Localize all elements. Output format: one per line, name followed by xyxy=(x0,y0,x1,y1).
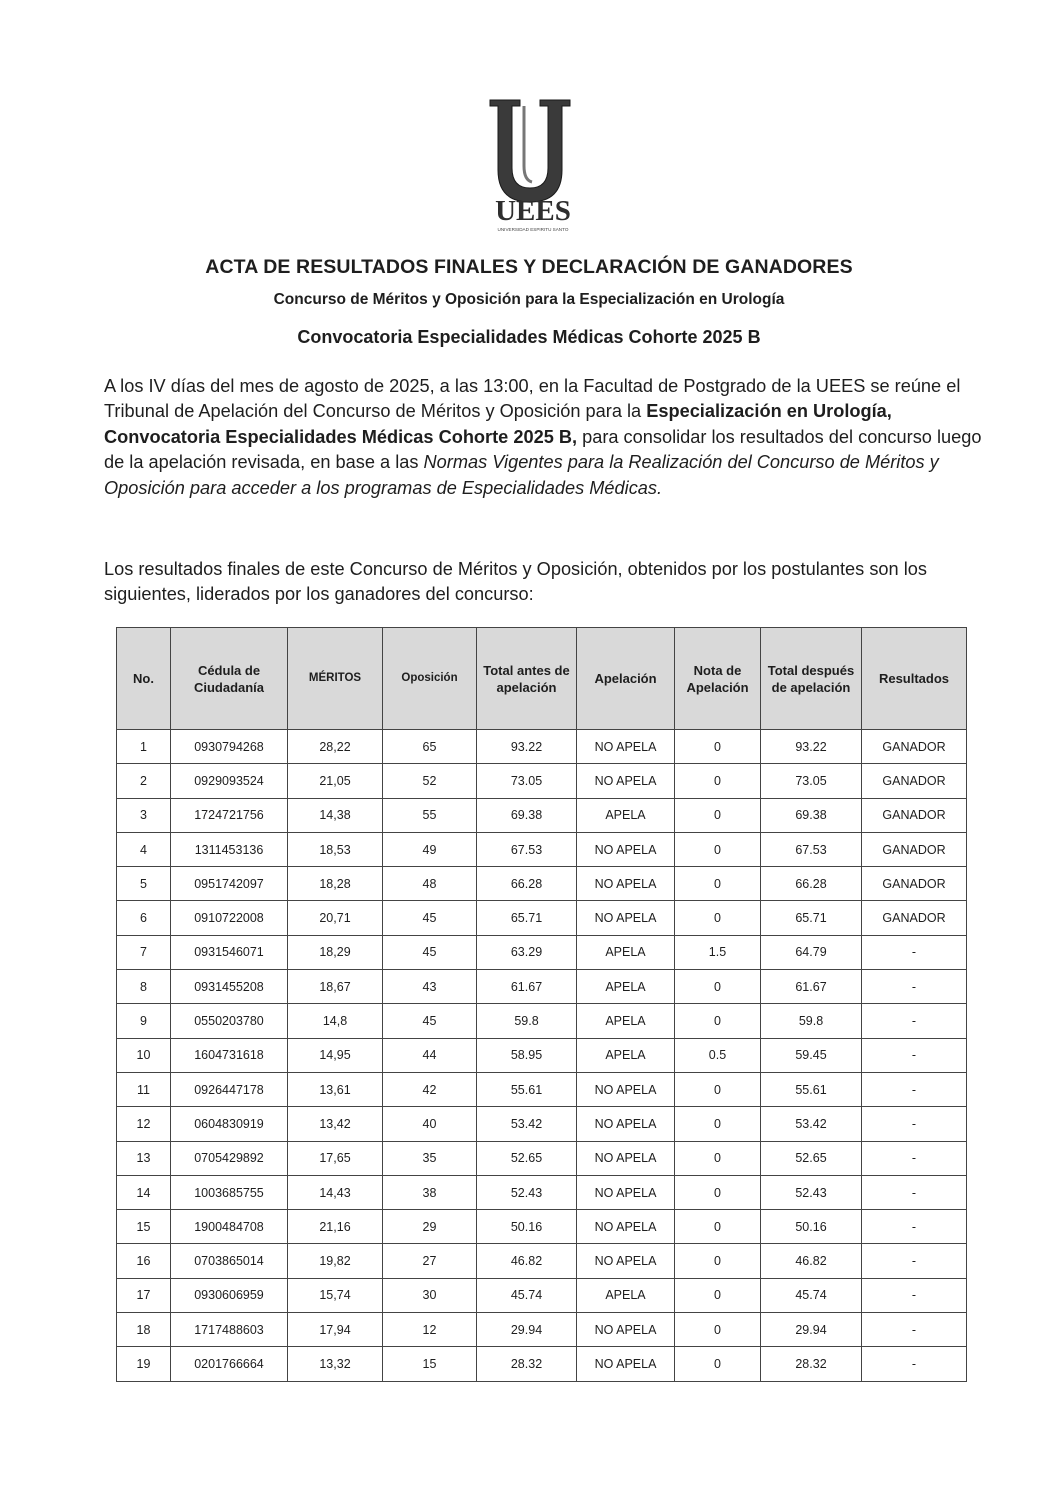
cell-total-despues: 52.43 xyxy=(761,1175,862,1209)
cell-oposicion: 40 xyxy=(383,1107,477,1141)
cell-no: 2 xyxy=(117,764,171,798)
cell-total-antes: 73.05 xyxy=(477,764,577,798)
cell-nota-apelacion: 0 xyxy=(675,1244,761,1278)
cell-oposicion: 45 xyxy=(383,901,477,935)
cell-total-antes: 59.8 xyxy=(477,1004,577,1038)
cell-apelacion: APELA xyxy=(577,970,675,1004)
cell-resultados: - xyxy=(862,1004,967,1038)
table-row xyxy=(117,832,967,866)
header-col-nota-apelacion: Nota de Apelación xyxy=(675,628,761,730)
cell-meritos: 13,61 xyxy=(288,1072,383,1106)
cell-meritos: 13,42 xyxy=(288,1107,383,1141)
cell-meritos: 21,16 xyxy=(288,1210,383,1244)
cell-nota-apelacion: 0 xyxy=(675,1278,761,1312)
cell-oposicion: 43 xyxy=(383,970,477,1004)
cell-no: 15 xyxy=(117,1210,171,1244)
intro-paragraph: A los IV días del mes de agosto de 2025, a las 13:00, en la Facultad de Postgrado de la UEES se reúne el Tribunal de Apelación del Concurso de Méritos y Oposición para la Especialización en Urología, Convocatoria Especialidades Médicas Cohorte 2025 B, para consolidar los resultados del concurso luego de la apelación revisada, en base a las Normas Vigentes para la Realización del Concurso de Méritos y Oposición para acceder a los programas de Especialidades Médicas. xyxy=(104,376,982,498)
cell-total-antes: 52.43 xyxy=(477,1175,577,1209)
cell-nota-apelacion: 0 xyxy=(675,1004,761,1038)
cell-cedula: 0604830919 xyxy=(171,1107,288,1141)
results-intro-paragraph: Los resultados finales de este Concurso de Méritos y Oposición, obtenidos por los postulantes son los siguientes, liderados por los ganadores del concurso: xyxy=(104,559,927,605)
cell-oposicion: 44 xyxy=(383,1038,477,1072)
table-row xyxy=(117,1004,967,1038)
cell-total-despues: 52.65 xyxy=(761,1141,862,1175)
cell-resultados: GANADOR xyxy=(862,867,967,901)
cell-no: 9 xyxy=(117,1004,171,1038)
cell-no: 18 xyxy=(117,1313,171,1347)
cell-cedula: 0926447178 xyxy=(171,1072,288,1106)
cell-oposicion: 48 xyxy=(383,867,477,901)
header-col-total-despues: Total después de apelación xyxy=(761,628,862,730)
cell-resultados: - xyxy=(862,1278,967,1312)
cell-apelacion: APELA xyxy=(577,1004,675,1038)
cell-resultados: GANADOR xyxy=(862,798,967,832)
cell-apelacion: NO APELA xyxy=(577,1175,675,1209)
cell-cedula: 0931546071 xyxy=(171,935,288,969)
header-col-cedula: Cédula de Ciudadanía xyxy=(171,628,288,730)
cell-meritos: 21,05 xyxy=(288,764,383,798)
cell-total-antes: 52.65 xyxy=(477,1141,577,1175)
table-row xyxy=(117,1141,967,1175)
cell-cedula: 0930794268 xyxy=(171,730,288,764)
cell-no: 8 xyxy=(117,970,171,1004)
cell-total-despues: 67.53 xyxy=(761,832,862,866)
cell-oposicion: 55 xyxy=(383,798,477,832)
cell-cedula: 0703865014 xyxy=(171,1244,288,1278)
cell-total-antes: 93.22 xyxy=(477,730,577,764)
table-row xyxy=(117,1210,967,1244)
cell-meritos: 13,32 xyxy=(288,1347,383,1381)
uees-logo xyxy=(478,96,588,234)
cell-total-despues: 45.74 xyxy=(761,1278,862,1312)
cell-total-antes: 67.53 xyxy=(477,832,577,866)
cell-total-antes: 53.42 xyxy=(477,1107,577,1141)
cell-total-antes: 63.29 xyxy=(477,935,577,969)
table-row xyxy=(117,730,967,764)
cell-oposicion: 27 xyxy=(383,1244,477,1278)
cell-oposicion: 45 xyxy=(383,1004,477,1038)
cell-no: 19 xyxy=(117,1347,171,1381)
cell-meritos: 18,67 xyxy=(288,970,383,1004)
cell-total-antes: 69.38 xyxy=(477,798,577,832)
cell-apelacion: APELA xyxy=(577,798,675,832)
cell-cedula: 0910722008 xyxy=(171,901,288,935)
cell-total-despues: 64.79 xyxy=(761,935,862,969)
document-title: ACTA DE RESULTADOS FINALES Y DECLARACIÓN DE GANADORES xyxy=(205,256,853,278)
cell-resultados: - xyxy=(862,1072,967,1106)
cell-nota-apelacion: 0.5 xyxy=(675,1038,761,1072)
cell-resultados: - xyxy=(862,1244,967,1278)
cell-meritos: 18,53 xyxy=(288,832,383,866)
cell-apelacion: NO APELA xyxy=(577,1347,675,1381)
cell-cedula: 1311453136 xyxy=(171,832,288,866)
results-table xyxy=(116,627,967,1382)
header-col-meritos: MÉRITOS xyxy=(288,628,383,730)
cell-resultados: - xyxy=(862,1107,967,1141)
cell-meritos: 17,65 xyxy=(288,1141,383,1175)
table-row xyxy=(117,935,967,969)
cell-oposicion: 35 xyxy=(383,1141,477,1175)
cell-resultados: - xyxy=(862,1141,967,1175)
cell-nota-apelacion: 1.5 xyxy=(675,935,761,969)
cell-nota-apelacion: 0 xyxy=(675,832,761,866)
cell-no: 13 xyxy=(117,1141,171,1175)
cell-total-despues: 29.94 xyxy=(761,1313,862,1347)
cell-resultados: GANADOR xyxy=(862,764,967,798)
cell-apelacion: NO APELA xyxy=(577,1072,675,1106)
cell-oposicion: 12 xyxy=(383,1313,477,1347)
cell-oposicion: 45 xyxy=(383,935,477,969)
cell-nota-apelacion: 0 xyxy=(675,1347,761,1381)
cell-nota-apelacion: 0 xyxy=(675,1210,761,1244)
cell-total-despues: 59.8 xyxy=(761,1004,862,1038)
cell-total-despues: 55.61 xyxy=(761,1072,862,1106)
cell-apelacion: NO APELA xyxy=(577,1141,675,1175)
cell-cedula: 1724721756 xyxy=(171,798,288,832)
cell-total-antes: 65.71 xyxy=(477,901,577,935)
table-row xyxy=(117,1313,967,1347)
cell-nota-apelacion: 0 xyxy=(675,1107,761,1141)
cell-total-antes: 46.82 xyxy=(477,1244,577,1278)
cell-no: 17 xyxy=(117,1278,171,1312)
cell-nota-apelacion: 0 xyxy=(675,730,761,764)
cell-resultados: GANADOR xyxy=(862,832,967,866)
table-row xyxy=(117,1244,967,1278)
cell-resultados: GANADOR xyxy=(862,730,967,764)
document-subtitle: Concurso de Méritos y Oposición para la Especialización en Urología xyxy=(273,291,785,308)
cell-total-antes: 50.16 xyxy=(477,1210,577,1244)
cell-apelacion: NO APELA xyxy=(577,901,675,935)
cell-apelacion: APELA xyxy=(577,1278,675,1312)
cell-total-despues: 93.22 xyxy=(761,730,862,764)
cell-total-despues: 65.71 xyxy=(761,901,862,935)
cell-nota-apelacion: 0 xyxy=(675,1141,761,1175)
cell-apelacion: NO APELA xyxy=(577,867,675,901)
cell-cedula: 0929093524 xyxy=(171,764,288,798)
cell-meritos: 18,29 xyxy=(288,935,383,969)
table-row xyxy=(117,1175,967,1209)
cell-apelacion: NO APELA xyxy=(577,764,675,798)
cell-oposicion: 49 xyxy=(383,832,477,866)
cell-total-antes: 28.32 xyxy=(477,1347,577,1381)
cell-cedula: 1717488603 xyxy=(171,1313,288,1347)
cell-no: 7 xyxy=(117,935,171,969)
cell-nota-apelacion: 0 xyxy=(675,798,761,832)
convocatoria-heading: Convocatoria Especialidades Médicas Cohorte 2025 B xyxy=(297,327,761,347)
cell-cedula: 0705429892 xyxy=(171,1141,288,1175)
cell-cedula: 0931455208 xyxy=(171,970,288,1004)
cell-apelacion: APELA xyxy=(577,935,675,969)
cell-total-antes: 29.94 xyxy=(477,1313,577,1347)
cell-no: 10 xyxy=(117,1038,171,1072)
cell-total-antes: 66.28 xyxy=(477,867,577,901)
cell-no: 6 xyxy=(117,901,171,935)
cell-no: 14 xyxy=(117,1175,171,1209)
cell-no: 3 xyxy=(117,798,171,832)
cell-meritos: 19,82 xyxy=(288,1244,383,1278)
cell-nota-apelacion: 0 xyxy=(675,901,761,935)
cell-total-despues: 46.82 xyxy=(761,1244,862,1278)
table-row xyxy=(117,970,967,1004)
cell-no: 4 xyxy=(117,832,171,866)
cell-nota-apelacion: 0 xyxy=(675,1175,761,1209)
cell-cedula: 1003685755 xyxy=(171,1175,288,1209)
cell-meritos: 18,28 xyxy=(288,867,383,901)
cell-cedula: 0951742097 xyxy=(171,867,288,901)
cell-apelacion: APELA xyxy=(577,1038,675,1072)
table-row xyxy=(117,1278,967,1312)
cell-meritos: 14,43 xyxy=(288,1175,383,1209)
cell-no: 11 xyxy=(117,1072,171,1106)
cell-cedula: 1604731618 xyxy=(171,1038,288,1072)
cell-cedula: 0550203780 xyxy=(171,1004,288,1038)
cell-nota-apelacion: 0 xyxy=(675,867,761,901)
cell-resultados: - xyxy=(862,1175,967,1209)
cell-total-despues: 50.16 xyxy=(761,1210,862,1244)
svg-text:UNIVERSIDAD ESPIRITU SANTO: UNIVERSIDAD ESPIRITU SANTO xyxy=(497,227,569,232)
cell-resultados: - xyxy=(862,1210,967,1244)
cell-total-despues: 53.42 xyxy=(761,1107,862,1141)
cell-total-despues: 69.38 xyxy=(761,798,862,832)
table-row xyxy=(117,1038,967,1072)
cell-no: 16 xyxy=(117,1244,171,1278)
cell-oposicion: 30 xyxy=(383,1278,477,1312)
cell-no: 12 xyxy=(117,1107,171,1141)
cell-resultados: - xyxy=(862,970,967,1004)
cell-resultados: GANADOR xyxy=(862,901,967,935)
cell-no: 5 xyxy=(117,867,171,901)
cell-total-despues: 66.28 xyxy=(761,867,862,901)
cell-meritos: 28,22 xyxy=(288,730,383,764)
cell-apelacion: NO APELA xyxy=(577,730,675,764)
header-col-apelacion: Apelación xyxy=(577,628,675,730)
cell-meritos: 17,94 xyxy=(288,1313,383,1347)
table-row xyxy=(117,867,967,901)
cell-nota-apelacion: 0 xyxy=(675,764,761,798)
cell-nota-apelacion: 0 xyxy=(675,970,761,1004)
cell-meritos: 20,71 xyxy=(288,901,383,935)
cell-apelacion: NO APELA xyxy=(577,1107,675,1141)
cell-total-despues: 59.45 xyxy=(761,1038,862,1072)
header-col-total-antes: Total antes de apelación xyxy=(477,628,577,730)
table-row xyxy=(117,798,967,832)
cell-apelacion: NO APELA xyxy=(577,1313,675,1347)
table-row xyxy=(117,901,967,935)
cell-cedula: 1900484708 xyxy=(171,1210,288,1244)
svg-text:UEES: UEES xyxy=(495,195,571,227)
cell-total-antes: 55.61 xyxy=(477,1072,577,1106)
cell-oposicion: 42 xyxy=(383,1072,477,1106)
cell-total-antes: 61.67 xyxy=(477,970,577,1004)
cell-total-antes: 45.74 xyxy=(477,1278,577,1312)
cell-apelacion: NO APELA xyxy=(577,832,675,866)
cell-oposicion: 29 xyxy=(383,1210,477,1244)
cell-apelacion: NO APELA xyxy=(577,1210,675,1244)
cell-resultados: - xyxy=(862,1347,967,1381)
header-col-no: No. xyxy=(117,628,171,730)
cell-no: 1 xyxy=(117,730,171,764)
cell-meritos: 14,38 xyxy=(288,798,383,832)
cell-oposicion: 52 xyxy=(383,764,477,798)
cell-meritos: 14,8 xyxy=(288,1004,383,1038)
table-row xyxy=(117,1107,967,1141)
cell-resultados: - xyxy=(862,1038,967,1072)
header-col-oposicion: Oposición xyxy=(383,628,477,730)
cell-cedula: 0201766664 xyxy=(171,1347,288,1381)
cell-oposicion: 65 xyxy=(383,730,477,764)
cell-resultados: - xyxy=(862,1313,967,1347)
table-body xyxy=(117,730,967,1382)
cell-resultados: - xyxy=(862,935,967,969)
table-row xyxy=(117,764,967,798)
cell-cedula: 0930606959 xyxy=(171,1278,288,1312)
table-row xyxy=(117,1072,967,1106)
cell-oposicion: 15 xyxy=(383,1347,477,1381)
cell-total-despues: 73.05 xyxy=(761,764,862,798)
cell-total-antes: 58.95 xyxy=(477,1038,577,1072)
cell-apelacion: NO APELA xyxy=(577,1244,675,1278)
cell-nota-apelacion: 0 xyxy=(675,1313,761,1347)
table-header-row xyxy=(117,628,967,730)
cell-total-despues: 28.32 xyxy=(761,1347,862,1381)
cell-oposicion: 38 xyxy=(383,1175,477,1209)
cell-meritos: 15,74 xyxy=(288,1278,383,1312)
table-row xyxy=(117,1347,967,1381)
cell-meritos: 14,95 xyxy=(288,1038,383,1072)
header-col-resultados: Resultados xyxy=(862,628,967,730)
cell-total-despues: 61.67 xyxy=(761,970,862,1004)
cell-nota-apelacion: 0 xyxy=(675,1072,761,1106)
